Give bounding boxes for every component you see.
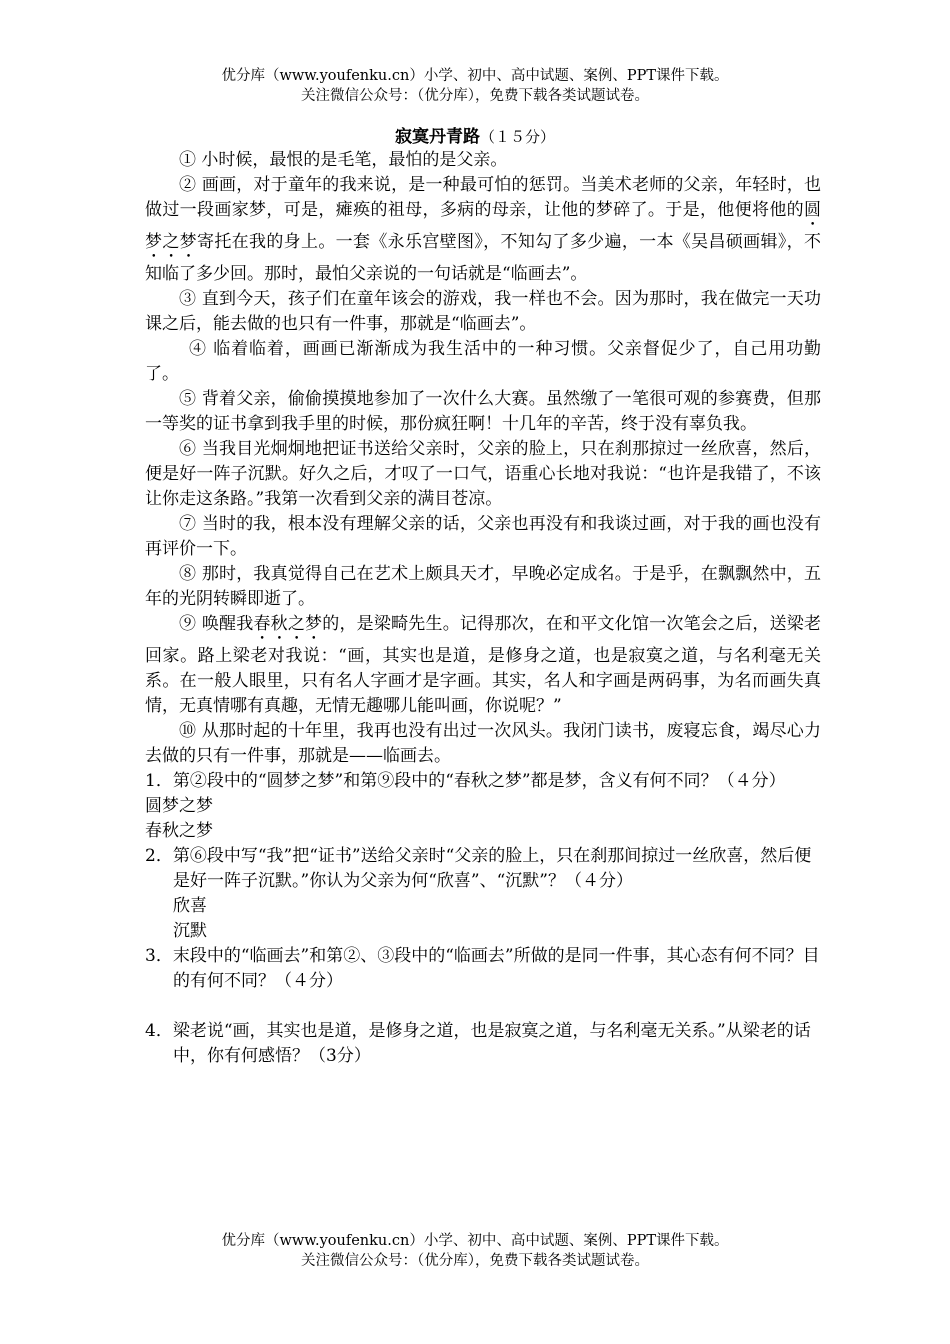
paragraph-6: ⑥ 当我目光炯炯地把证书送给父亲时，父亲的脸上，只在刹那掠过一丝欣喜，然后，便是好一阵子沉默。好久之后，才叹了一口气，语重心长地对我说：“也许是我错了，不该让你走这条路。”我第一次看到父亲的满目苍凉。: [145, 439, 821, 509]
question-2-item-a: 欣喜: [173, 896, 207, 916]
paragraph-2: [145, 173, 821, 287]
page-footer: [0, 1231, 950, 1271]
emphasis-yuanmeng: 圆梦之梦: [145, 200, 821, 252]
paragraph-2-lead: ② 画画，对于童年的我来说，是一种最可怕的惩罚。当美术老师的父亲，年轻时，也做过一段画家梦，可是，瘫痪的祖母，多病的母亲，让他的梦碎了。于是，他便将他的: [145, 175, 821, 220]
article-title: [0, 126, 950, 148]
paragraph-8: ⑧ 那时，我真觉得自己在艺术上颇具天才，早晚必定成名。于是乎，在飘飘然中，五年的光阴转瞬即逝了。: [145, 564, 821, 609]
page-header: [0, 66, 950, 106]
question-3: 3．末段中的“临画去”和第②、③段中的“临画去”所做的是同一件事，其心态有何不同？目的有何不同？（４分）: [145, 946, 820, 991]
paragraph-7: ⑦ 当时的我，根本没有理解父亲的话，父亲也再没有和我谈过画，对于我的画也没有再评价一下。: [145, 514, 821, 559]
question-4: 4．梁老说“画，其实也是道，是修身之道，也是寂寞之道，与名利毫无关系。”从梁老的话中，你有何感悟？（3分）: [145, 1021, 811, 1066]
header-line-2: 关注微信公众号：（优分库），免费下载各类试题试卷。: [301, 88, 649, 104]
paragraph-4: ④ 临着临着，画画已渐渐成为我生活中的一种习惯。父亲督促少了，自己用功勤了。: [145, 339, 821, 384]
paragraph-5: ⑤ 背着父亲，偷偷摸摸地参加了一次什么大赛。虽然缴了一笔很可观的参赛费，但那一等奖的证书拿到我手里的时候，那份疯狂啊！十几年的辛苦，终于没有辜负我。: [145, 389, 821, 434]
header-line-1: 优分库（www.youfenku.cn）小学、初中、高中试题、案例、PPT课件下载。: [221, 68, 729, 84]
article-body: [145, 148, 821, 1069]
question-1-item-b: 春秋之梦: [145, 821, 213, 841]
footer-line-1: 优分库（www.youfenku.cn）小学、初中、高中试题、案例、PPT课件下载。: [221, 1233, 729, 1249]
paragraph-2-rest: 寄托在我的身上。一套《永乐宫壁图》，不知勾了多少遍，一本《吴昌硕画辑》，不知临了多少回。那时，最怕父亲说的一句话就是“临画去”。: [145, 232, 821, 284]
title-score: （１５分）: [479, 128, 555, 146]
paragraph-9-lead: ⑨ 唤醒我: [179, 614, 254, 634]
paragraph-3: ③ 直到今天，孩子们在童年该会的游戏，我一样也不会。因为那时，我在做完一天功课之后，能去做的也只有一件事，那就是“临画去”。: [145, 289, 821, 334]
footer-line-2: 关注微信公众号：（优分库），免费下载各类试题试卷。: [301, 1253, 649, 1269]
paragraph-1: ① 小时候，最恨的是毛笔，最怕的是父亲。: [179, 150, 508, 170]
question-2-item-b: 沉默: [173, 921, 207, 941]
emphasis-chunqiu: 春秋之梦: [253, 614, 323, 634]
paragraph-10: ⑩ 从那时起的十年里，我再也没有出过一次风头。我闭门读书，废寝忘食，竭尽心力去做的只有一件事，那就是——临画去。: [145, 721, 821, 766]
spacer: [145, 994, 821, 1019]
title-text: 寂寞丹青路: [394, 127, 480, 147]
question-1: 1．第②段中的“圆梦之梦”和第⑨段中的“春秋之梦”都是梦，含义有何不同？（４分）: [145, 771, 786, 791]
paragraph-9-rest: 的，是梁畸先生。记得那次，在和平文化馆一次笔会之后，送梁老回家。路上梁老对我说：“画，其实也是道，是修身之道，也是寂寞之道，与名利毫无关系。在一般人眼里，只有名人字画才是字画。其实，名人和字画是两码事，为名而画失真情，无真情哪有真趣，无情无趣哪儿能叫画，你说呢？”: [145, 614, 822, 716]
question-1-item-a: 圆梦之梦: [145, 796, 213, 816]
paragraph-9: [145, 612, 821, 719]
question-2: 2．第⑥段中写“我”把“证书”送给父亲时“父亲的脸上，只在刹那间掠过一丝欣喜，然后便是好一阵子沉默。”你认为父亲为何“欣喜”、“沉默”？（４分）: [145, 846, 812, 891]
